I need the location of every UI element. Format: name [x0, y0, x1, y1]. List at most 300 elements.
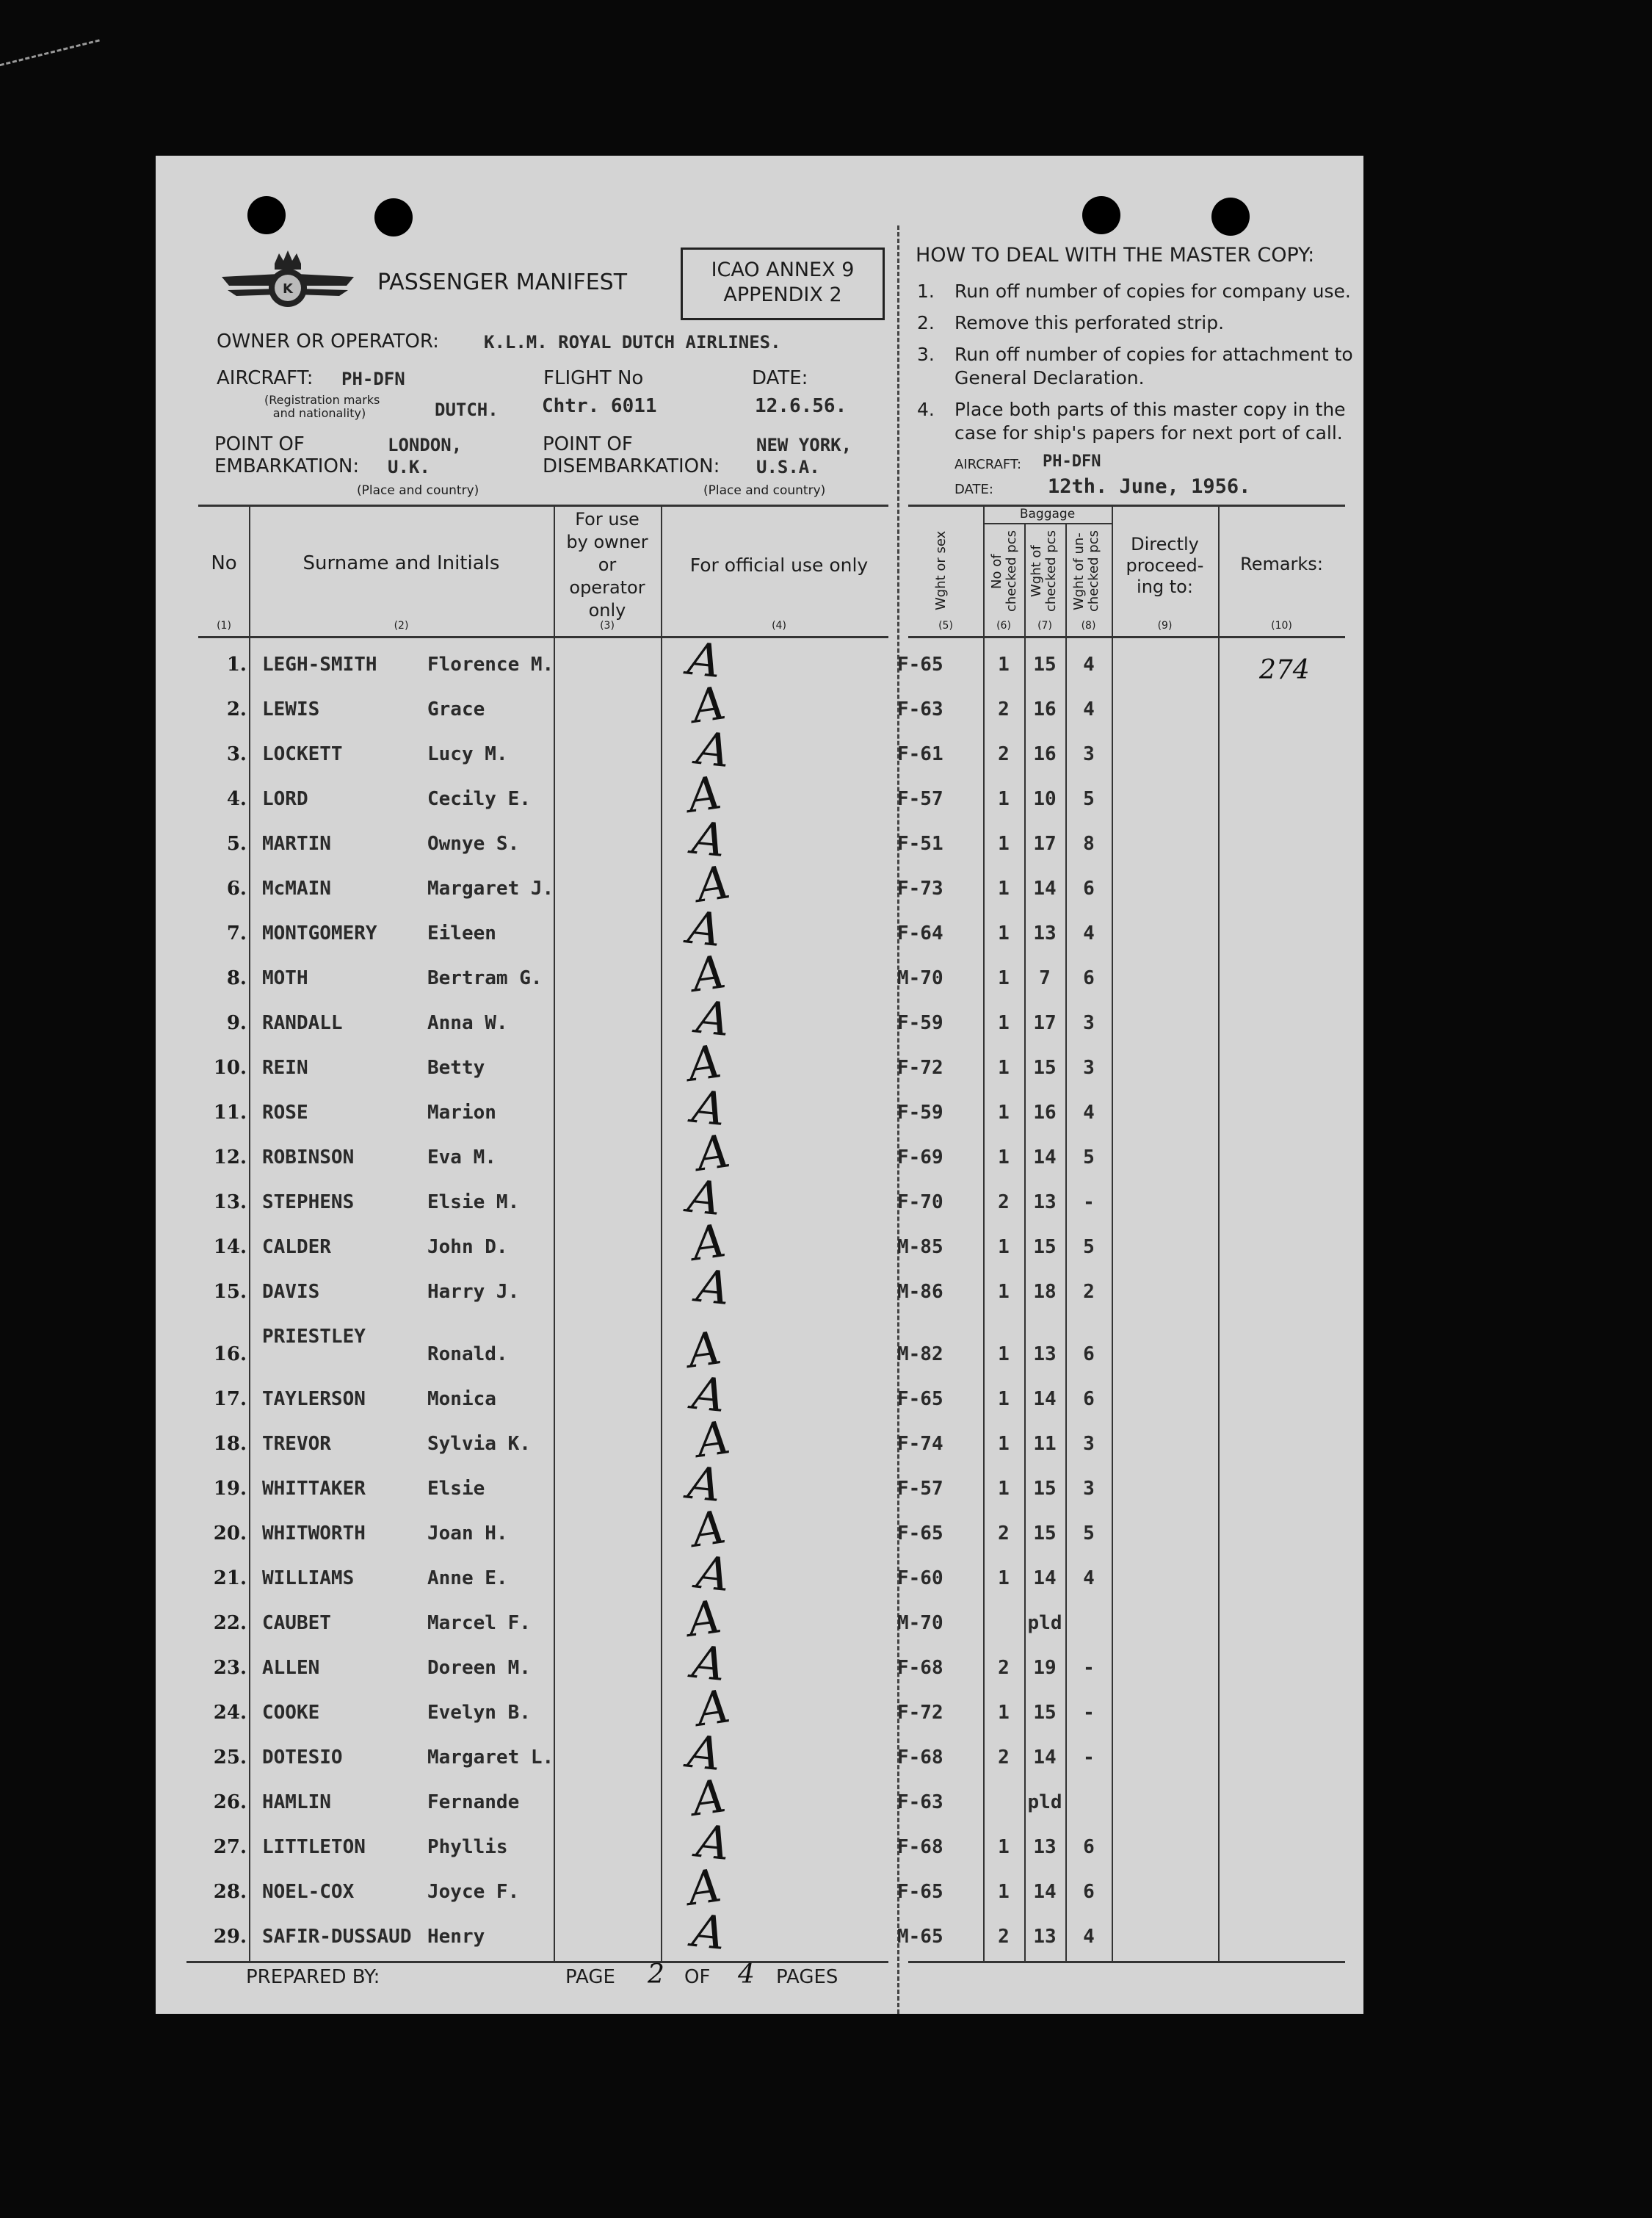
col-line-wu: [1112, 505, 1113, 1961]
row-wght-checked: 13: [1033, 1836, 1057, 1858]
row-check-mark: A: [694, 1545, 733, 1603]
row-wght-sex: F-57: [897, 1478, 943, 1500]
row-wght-unchecked: 4: [1083, 922, 1095, 944]
row-check-mark: A: [693, 1679, 733, 1737]
row-surname: NOEL-COX: [262, 1881, 355, 1903]
of-label: OF: [684, 1966, 711, 1988]
row-check-mark: A: [685, 1724, 724, 1782]
aircraft-label: AIRCRAFT:: [217, 367, 314, 389]
row-wght-checked: 18: [1033, 1281, 1057, 1303]
row-wght-unchecked: 4: [1083, 654, 1095, 676]
row-check-mark: A: [689, 1769, 729, 1827]
row-wght-unchecked: 8: [1083, 833, 1095, 855]
row-no: 22.: [213, 1612, 247, 1634]
row-surname: ROBINSON: [262, 1146, 355, 1168]
row-surname: REIN: [262, 1057, 308, 1079]
row-check-mark: A: [689, 1500, 729, 1558]
row-checked-pcs: 1: [998, 654, 1010, 676]
row-given: Harry J.: [427, 1281, 520, 1303]
instructions-date-label: DATE:: [954, 482, 993, 497]
row-wght-checked: pld: [1027, 1791, 1062, 1813]
row-no: 11.: [213, 1102, 247, 1124]
row-no: 8.: [226, 967, 247, 989]
row-surname: LITTLETON: [262, 1836, 366, 1858]
row-checked-pcs: 1: [998, 1702, 1010, 1724]
row-wght-unchecked: 3: [1083, 743, 1095, 765]
row-wght-unchecked: 5: [1083, 1522, 1095, 1545]
row-wght-sex: F-74: [897, 1433, 943, 1455]
col-number-8: (8): [1081, 620, 1096, 632]
row-wght-checked: 14: [1033, 1388, 1057, 1410]
flight-value: Chtr. 6011: [542, 395, 657, 417]
checked-pcs-line1: No of: [989, 554, 1004, 589]
row-wght-unchecked: 3: [1083, 1433, 1095, 1455]
col-header-checked-pcs: [990, 527, 1019, 616]
row-surname: MOTH: [262, 967, 308, 989]
disembark-value-line2: U.S.A.: [756, 457, 820, 477]
row-wght-unchecked: -: [1083, 1702, 1095, 1724]
row-no: 5.: [226, 833, 247, 855]
row-checked-pcs: 2: [998, 1657, 1010, 1679]
row-wght-checked: 14: [1033, 1881, 1057, 1903]
registration-note-line1: (Registration marks: [264, 393, 380, 407]
row-check-mark: A: [694, 1258, 733, 1316]
row-no: 28.: [213, 1881, 247, 1903]
row-wght-sex: F-59: [897, 1102, 943, 1124]
instructions-aircraft-label: AIRCRAFT:: [954, 457, 1022, 472]
col-number-9: (9): [1157, 620, 1173, 632]
col-line-owner: [661, 505, 662, 1961]
row-checked-pcs: 2: [998, 1926, 1010, 1948]
col-number-2: (2): [394, 620, 409, 632]
baggage-rule: [983, 523, 1112, 524]
row-surname: RANDALL: [262, 1012, 343, 1034]
place-country-1: (Place and country): [357, 483, 479, 498]
row-wght-sex: F-68: [897, 1836, 943, 1858]
punch-hole-2: [374, 198, 413, 236]
col-number-4: (4): [772, 620, 786, 632]
instructions-aircraft-value: PH-DFN: [1043, 452, 1101, 471]
manifest-title: PASSENGER MANIFEST: [377, 270, 628, 295]
row-wght-sex: M-70: [897, 967, 943, 989]
page-total: 4: [738, 1959, 755, 1990]
row-check-mark: A: [684, 1858, 725, 1916]
row-check-mark: A: [689, 1079, 728, 1137]
row-given: Cecily E.: [427, 788, 531, 810]
row-surname: LORD: [262, 788, 308, 810]
owner-use-line4: operator: [569, 577, 645, 598]
row-surname: SAFIR-DUSSAUD: [262, 1926, 412, 1948]
row-surname: TREVOR: [262, 1433, 331, 1455]
row-wght-checked: 7: [1039, 967, 1051, 989]
row-wght-sex: F-72: [897, 1057, 943, 1079]
row-wght-unchecked: 5: [1083, 1146, 1095, 1168]
row-check-mark: A: [694, 1813, 733, 1871]
embark-value-line1: LONDON,: [388, 435, 463, 455]
row-wght-checked: 13: [1033, 1343, 1057, 1365]
row-given: Marion: [427, 1102, 496, 1124]
row-wght-checked: 17: [1033, 833, 1057, 855]
row-checked-pcs: 1: [998, 788, 1010, 810]
row-surname: WILLIAMS: [262, 1567, 355, 1589]
row-wght-unchecked: 3: [1083, 1057, 1095, 1079]
owner-use-line3: or: [598, 554, 617, 575]
col-line-surname: [554, 505, 555, 1961]
row-checked-pcs: 1: [998, 878, 1010, 900]
row-check-mark: A: [685, 900, 724, 958]
directly-line2: proceed-: [1126, 555, 1204, 576]
row-no: 23.: [213, 1657, 247, 1679]
row-wght-sex: F-65: [897, 654, 943, 676]
row-surname: CALDER: [262, 1236, 331, 1258]
row-wght-checked: 11: [1033, 1433, 1057, 1455]
col-number-10: (10): [1271, 620, 1292, 632]
row-wght-sex: M-70: [897, 1612, 943, 1634]
row-check-mark: A: [684, 765, 725, 823]
row-no: 14.: [213, 1236, 247, 1258]
row-check-mark: A: [689, 1634, 728, 1692]
row-given: Lucy M.: [427, 743, 508, 765]
row-checked-pcs: 1: [998, 1388, 1010, 1410]
row-wght-checked: 13: [1033, 922, 1057, 944]
row-wght-sex: F-59: [897, 1012, 943, 1034]
row-given: John D.: [427, 1236, 508, 1258]
row-checked-pcs: 1: [998, 1343, 1010, 1365]
row-wght-checked: pld: [1027, 1612, 1062, 1634]
row-checked-pcs: 1: [998, 1012, 1010, 1034]
date-value: 12.6.56.: [755, 395, 847, 417]
row-checked-pcs: 2: [998, 1191, 1010, 1213]
col-header-directly: [1112, 534, 1218, 598]
row-surname: MONTGOMERY: [262, 922, 377, 944]
row-check-mark: A: [685, 631, 724, 689]
row-wght-sex: F-69: [897, 1146, 943, 1168]
remarks-note: 274: [1259, 655, 1310, 685]
row-wght-checked: 16: [1033, 698, 1057, 720]
instruction-3-line1: Run off number of copies for attachment to: [954, 344, 1353, 365]
row-checked-pcs: 1: [998, 1281, 1010, 1303]
row-wght-checked: 13: [1033, 1926, 1057, 1948]
col-header-baggage: Baggage: [1019, 507, 1076, 521]
row-wght-sex: F-72: [897, 1702, 943, 1724]
row-no: 1.: [226, 654, 247, 676]
row-wght-checked: 15: [1033, 1057, 1057, 1079]
instruction-4-line1: Place both parts of this master copy in the: [954, 399, 1346, 420]
row-wght-checked: 16: [1033, 743, 1057, 765]
row-given: Ownye S.: [427, 833, 520, 855]
row-wght-unchecked: -: [1083, 1746, 1095, 1769]
row-no: 4.: [226, 788, 247, 810]
row-wght-sex: F-61: [897, 743, 943, 765]
row-checked-pcs: 1: [998, 1881, 1010, 1903]
row-check-mark: A: [689, 810, 728, 868]
row-wght-unchecked: -: [1083, 1657, 1095, 1679]
wght-unchecked-line1: Wght of un-: [1071, 532, 1087, 610]
row-surname: LEWIS: [262, 698, 320, 720]
row-wght-sex: F-51: [897, 833, 943, 855]
owner-use-line5: only: [588, 600, 626, 621]
row-checked-pcs: 1: [998, 1236, 1010, 1258]
punch-hole-4: [1211, 198, 1250, 236]
row-given: Phyllis: [427, 1836, 508, 1858]
row-given: Eileen: [427, 922, 496, 944]
instruction-4-line2: case for ship's papers for next port of call.: [954, 422, 1343, 444]
row-checked-pcs: 1: [998, 1433, 1010, 1455]
row-wght-sex: M-85: [897, 1236, 943, 1258]
row-no: 17.: [213, 1388, 247, 1410]
col-number-1: (1): [217, 620, 231, 632]
icao-annex-line1: ICAO ANNEX 9: [711, 259, 855, 281]
row-no: 21.: [213, 1567, 247, 1589]
row-wght-sex: F-63: [897, 698, 943, 720]
registration-note: [264, 393, 380, 420]
table-top-rule-right: [908, 505, 1345, 507]
row-given: Marcel F.: [427, 1612, 531, 1634]
klm-crown-logo-icon: [222, 248, 354, 321]
row-wght-checked: 14: [1033, 878, 1057, 900]
row-wght-unchecked: 2: [1083, 1281, 1095, 1303]
row-wght-checked: 16: [1033, 1102, 1057, 1124]
row-surname: TAYLERSON: [262, 1388, 366, 1410]
row-checked-pcs: 2: [998, 1746, 1010, 1769]
scan-scratch: [0, 39, 104, 80]
row-given: Grace: [427, 698, 485, 720]
page-number: 2: [648, 1959, 664, 1990]
row-wght-sex: M-86: [897, 1281, 943, 1303]
row-wght-sex: F-65: [897, 1522, 943, 1545]
row-wght-unchecked: -: [1083, 1191, 1095, 1213]
row-no: 2.: [226, 698, 247, 720]
col-header-wght-unchecked: [1072, 527, 1101, 616]
owner-use-line2: by owner: [566, 532, 648, 552]
col-header-wght-checked: [1029, 527, 1059, 616]
row-wght-unchecked: 6: [1083, 1343, 1095, 1365]
row-check-mark: A: [694, 720, 733, 779]
row-check-mark: A: [684, 1321, 725, 1379]
row-given: Monica: [427, 1388, 496, 1410]
col-number-6: (6): [996, 620, 1011, 632]
row-no: 7.: [226, 922, 247, 944]
row-given: Anna W.: [427, 1012, 508, 1034]
row-check-mark: A: [684, 1034, 725, 1092]
table-header-rule-right: [908, 636, 1345, 638]
row-given: Evelyn B.: [427, 1702, 531, 1724]
row-surname: LOCKETT: [262, 743, 343, 765]
row-wght-sex: F-65: [897, 1881, 943, 1903]
row-check-mark: A: [689, 1365, 728, 1423]
pages-label: PAGES: [776, 1966, 838, 1988]
row-given: Margaret J.: [427, 878, 554, 900]
row-no: 6.: [226, 878, 247, 900]
row-given: Joyce F.: [427, 1881, 520, 1903]
row-check-mark: A: [693, 855, 733, 913]
row-wght-sex: F-65: [897, 1388, 943, 1410]
date-label: DATE:: [752, 367, 808, 389]
row-wght-checked: 15: [1033, 1522, 1057, 1545]
row-no: 24.: [213, 1702, 247, 1724]
col-header-official: For official use only: [689, 554, 869, 576]
row-wght-unchecked: 6: [1083, 878, 1095, 900]
wght-unchecked-line2: checked pcs: [1086, 530, 1101, 613]
row-given: Fernande: [427, 1791, 520, 1813]
row-wght-unchecked: 5: [1083, 1236, 1095, 1258]
row-given: Florence M.: [427, 654, 554, 676]
row-wght-sex: F-60: [897, 1567, 943, 1589]
disembark-label-line1: POINT OF: [543, 433, 633, 455]
row-wght-checked: 15: [1033, 654, 1057, 676]
row-checked-pcs: 2: [998, 698, 1010, 720]
col-header-surname: Surname and Initials: [302, 552, 500, 574]
registration-note-line2: and nationality): [272, 406, 366, 420]
wght-checked-line1: Wght of: [1029, 545, 1044, 598]
embark-label-line2: EMBARKATION:: [214, 455, 360, 477]
row-no: 18.: [213, 1433, 247, 1455]
row-surname: HAMLIN: [262, 1791, 331, 1813]
row-given: Elsie: [427, 1478, 485, 1500]
prepared-by-label: PREPARED BY:: [246, 1966, 380, 1988]
row-wght-unchecked: 4: [1083, 698, 1095, 720]
row-checked-pcs: 1: [998, 1567, 1010, 1589]
row-no: 29.: [213, 1926, 247, 1948]
row-given: Bertram G.: [427, 967, 543, 989]
svg-text:K: K: [283, 281, 293, 297]
disembark-label-line2: DISEMBARKATION:: [543, 455, 720, 477]
row-no: 27.: [213, 1836, 247, 1858]
instruction-3-num: 3.: [917, 344, 935, 365]
col-line-directly: [1218, 505, 1220, 1961]
row-wght-checked: 14: [1033, 1746, 1057, 1769]
row-wght-checked: 13: [1033, 1191, 1057, 1213]
aircraft-value: PH-DFN: [341, 369, 405, 389]
row-no: 12.: [213, 1146, 247, 1168]
owner-label: OWNER OR OPERATOR:: [217, 330, 439, 353]
row-checked-pcs: 1: [998, 922, 1010, 944]
row-surname: COOKE: [262, 1702, 320, 1724]
instruction-3-line2: General Declaration.: [954, 367, 1145, 389]
row-surname: ROSE: [262, 1102, 308, 1124]
directly-line3: ing to:: [1137, 577, 1193, 597]
row-check-mark: A: [689, 944, 729, 1003]
instruction-1-text: Run off number of copies for company use.: [954, 281, 1351, 302]
disembark-value-line1: NEW YORK,: [756, 435, 852, 455]
instruction-4-num: 4.: [917, 399, 935, 420]
row-surname: DAVIS: [262, 1281, 320, 1303]
owner-use-line1: For use: [575, 509, 640, 530]
col-line-no: [249, 505, 250, 1961]
instructions-date-value: 12th. June, 1956.: [1048, 475, 1251, 498]
wght-checked-line2: checked pcs: [1043, 530, 1059, 613]
embark-label-line1: POINT OF: [214, 433, 305, 455]
row-no: 9.: [226, 1012, 247, 1034]
row-given: Eva M.: [427, 1146, 496, 1168]
row-surname: WHITTAKER: [262, 1478, 366, 1500]
row-wght-checked: 14: [1033, 1146, 1057, 1168]
row-wght-sex: F-68: [897, 1657, 943, 1679]
row-check-mark: A: [685, 1168, 724, 1227]
row-check-mark: A: [685, 1455, 724, 1513]
row-given: Henry: [427, 1926, 485, 1948]
row-no: 25.: [213, 1746, 247, 1769]
row-wght-sex: F-57: [897, 788, 943, 810]
directly-line1: Directly: [1131, 534, 1199, 554]
row-check-mark: A: [693, 1124, 733, 1182]
col-header-owner-use: [554, 508, 661, 622]
row-given: Joan H.: [427, 1522, 508, 1545]
table-bottom-rule-right: [908, 1961, 1345, 1963]
row-surname: PRIESTLEY: [262, 1326, 366, 1348]
row-surname: STEPHENS: [262, 1191, 355, 1213]
row-given: Betty: [427, 1057, 485, 1079]
place-country-2: (Place and country): [703, 483, 826, 498]
row-surname: MARTIN: [262, 833, 331, 855]
punch-hole-1: [247, 196, 286, 234]
row-wght-unchecked: 5: [1083, 788, 1095, 810]
row-no: 15.: [213, 1281, 247, 1303]
punch-hole-3: [1082, 196, 1120, 234]
row-wght-checked: 15: [1033, 1236, 1057, 1258]
row-wght-unchecked: 4: [1083, 1567, 1095, 1589]
row-wght-checked: 19: [1033, 1657, 1057, 1679]
row-wght-sex: F-70: [897, 1191, 943, 1213]
row-wght-unchecked: 3: [1083, 1012, 1095, 1034]
row-surname: McMAIN: [262, 878, 331, 900]
row-no: 13.: [213, 1191, 247, 1213]
instructions-heading: HOW TO DEAL WITH THE MASTER COPY:: [916, 244, 1315, 267]
row-checked-pcs: 1: [998, 967, 1010, 989]
row-surname: ALLEN: [262, 1657, 320, 1679]
icao-annex-line2: APPENDIX 2: [723, 283, 842, 306]
table-top-rule-left: [198, 505, 888, 507]
col-header-remarks: Remarks:: [1240, 554, 1323, 574]
row-no: 10.: [213, 1057, 247, 1079]
row-no: 19.: [213, 1478, 247, 1500]
row-surname: LEGH-SMITH: [262, 654, 377, 676]
table-bottom-rule-left: [186, 1961, 888, 1963]
row-wght-sex: F-63: [897, 1791, 943, 1813]
row-no: 3.: [226, 743, 247, 765]
embark-value-line2: U.K.: [388, 457, 430, 477]
row-wght-unchecked: 6: [1083, 1836, 1095, 1858]
col-header-wght-sex: Wght or sex: [933, 530, 949, 611]
row-surname: DOTESIO: [262, 1746, 343, 1769]
row-wght-sex: F-73: [897, 878, 943, 900]
instruction-1-num: 1.: [917, 281, 935, 302]
row-given: Anne E.: [427, 1567, 508, 1589]
row-checked-pcs: 2: [998, 1522, 1010, 1545]
col-number-5: (5): [938, 620, 953, 632]
row-wght-unchecked: 4: [1083, 1102, 1095, 1124]
table-header-rule-left: [198, 636, 888, 638]
row-wght-unchecked: 3: [1083, 1478, 1095, 1500]
row-wght-checked: 15: [1033, 1702, 1057, 1724]
row-wght-sex: F-68: [897, 1746, 943, 1769]
row-checked-pcs: 1: [998, 1478, 1010, 1500]
row-given: Sylvia K.: [427, 1433, 531, 1455]
row-surname: CAUBET: [262, 1612, 331, 1634]
col-line-wght: [983, 505, 985, 1961]
row-checked-pcs: 1: [998, 1146, 1010, 1168]
row-wght-checked: 14: [1033, 1567, 1057, 1589]
row-checked-pcs: 1: [998, 833, 1010, 855]
col-header-no: No: [211, 552, 237, 574]
row-check-mark: A: [684, 1589, 725, 1647]
row-checked-pcs: 2: [998, 743, 1010, 765]
row-checked-pcs: 1: [998, 1836, 1010, 1858]
row-check-mark: A: [693, 1410, 733, 1468]
manifest-sheet: [156, 156, 1363, 2014]
col-number-7: (7): [1037, 620, 1052, 632]
flight-label: FLIGHT No: [543, 367, 644, 389]
